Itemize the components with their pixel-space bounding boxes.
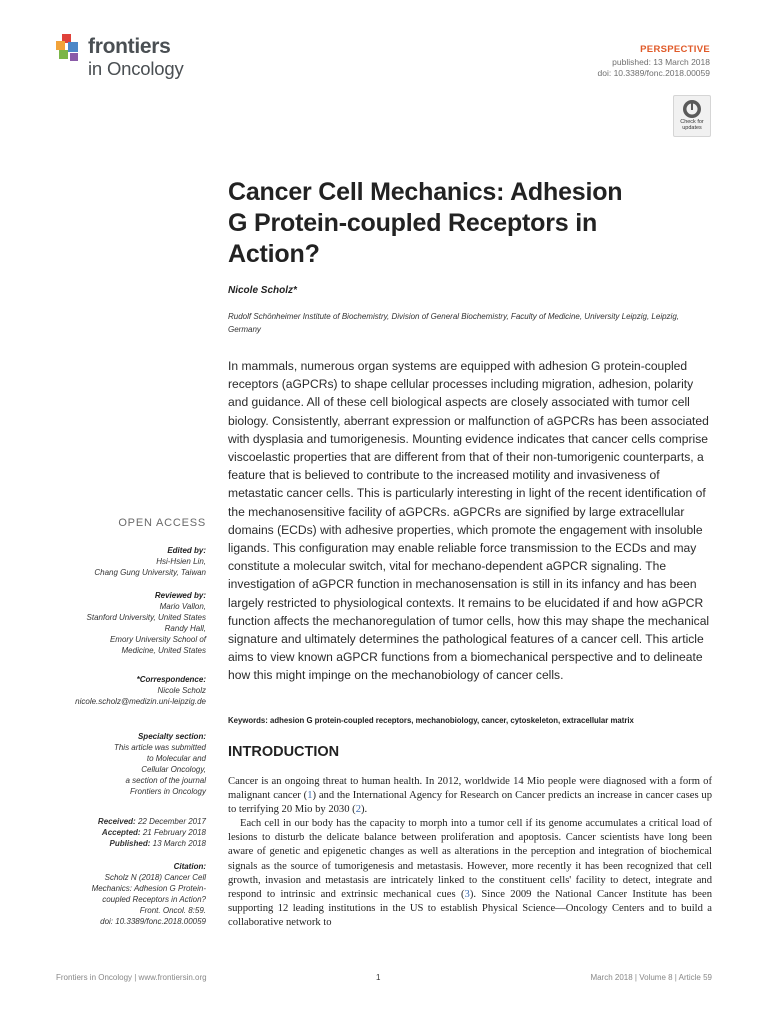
published-value: 13 March 2018 (152, 839, 206, 848)
accepted-date (56, 827, 206, 838)
reference-link[interactable]: 2 (355, 804, 361, 816)
reviewed-by-label: Reviewed by: (154, 591, 206, 600)
received-date (56, 816, 206, 827)
specialty-text: This article was submitted (113, 743, 206, 752)
reviewer-affiliation: Stanford University, United States (86, 613, 206, 622)
keywords-list: adhesion G protein-coupled receptors, mechanobiology, cancer, cytoskeleton, extracellular matrix (270, 716, 634, 725)
editor-name: Hsi-Hsien Lin, (156, 557, 206, 566)
correspondence-block (56, 674, 206, 707)
correspondence-label: *Correspondence: (136, 675, 206, 684)
footer-journal-link[interactable]: Frontiers in Oncology | www.frontiersin.org (56, 973, 207, 982)
correspondence-email[interactable]: nicole.scholz@medizin.uni-leipzig.de (75, 697, 206, 706)
check-updates-icon (682, 99, 702, 119)
citation-text: coupled Receptors in Action? (102, 895, 206, 904)
citation-text: Scholz N (2018) Cancer Cell (104, 873, 206, 882)
introduction-body (228, 775, 712, 930)
keywords (228, 716, 712, 725)
check-for-updates-button[interactable] (673, 95, 711, 137)
abstract: In mammals, numerous organ systems are equipped with adhesion G protein-coupled receptors (aGPCRs) to shape cellular processes including migration, adhesion, polarity and guidance. All of these cell biological aspects are closely associated with tumor cell biology. Consistently, aberrant expression or malfunction of aGPCRs has been associated with dysplasia and tumorigenesis. Mounting evidence indicates that cancer cells comprise viscoelastic properties that are different from that of their non-tumorigenic counterparts, a feature that is believed to contribute to the increased motility and invasiveness of metastatic cancer cells. This is particularly interesting in light of the recent identification of the mechanosensitive facility of aGPCRs. aGPCRs are signified by large extracellular domains (ECDs) with adhesive properties, which promote the engagement with insoluble ligands. This configuration may enable reliable force transmission to the ECDs and may constitute a molecular switch, vital for mechano-dependent aGPCR signaling. The investigation of aGPCR function in mechanosensation is still in its infancy and has been largely restricted to physiological contexts. It remains to be elucidated if and how aGPCR function affects the mechanoregulation of tumor cells, how this may shape the mechanical signature and ultimately determines the pathological features of a cancer cell. This article aims to view known aGPCR functions from a biomechanical perspective and to delineate how this might impinge on the mechanobiology of cancer cells. (228, 359, 710, 683)
accepted-value: 21 February 2018 (142, 828, 206, 837)
section-heading-introduction: INTRODUCTION (228, 744, 340, 760)
correspondence-name: Nicole Scholz (157, 686, 206, 695)
citation-text: Mechanics: Adhesion G Protein- (91, 884, 206, 893)
published-label: Published: (109, 839, 151, 848)
paragraph-text: Each cell in our body has the capacity to morph into a tumor cell if its genome accumulates a critical load of lesions to disturb the delicate balance between proliferation and apoptosis. Cancer scientists have long been aware of genetic and epigenetic changes as well as alterations in the perception and integration of biochemical signals as the source of tumorigenesis and metastasis. However, more recently it has been recognized that cell growth, invasion and metastasis are intricately linked to the constituent cells' facility to detect, integrate and respond to intrinsic and extrinsic mechanical cues ( (228, 818, 712, 900)
citation-label: Citation: (173, 862, 206, 871)
published-date-side (56, 838, 206, 849)
page-number: 1 (376, 973, 381, 982)
logo-wordmark: frontiers (88, 35, 171, 58)
reviewer-affiliation: Medicine, United States (121, 646, 206, 655)
reviewer-name: Randy Hall, (164, 624, 206, 633)
paragraph-text: ) and the International Agency for Research on Cancer predicts an increase in cancer cases up to terrifying 20 Mio by 2030 ( (228, 790, 712, 816)
edited-by-block (56, 545, 206, 578)
citation-block (56, 861, 206, 927)
keywords-label: Keywords: (228, 716, 268, 725)
page-footer (56, 973, 712, 987)
paragraph (228, 817, 712, 930)
paragraph-text: ). (361, 804, 368, 816)
check-updates-label: Check for updates (680, 119, 704, 131)
edited-by-label: Edited by: (167, 546, 206, 555)
received-value: 22 December 2017 (137, 817, 206, 826)
reviewer-affiliation: Emory University School of (109, 635, 206, 644)
author-name[interactable]: Nicole Scholz* (228, 285, 297, 296)
specialty-text: to Molecular and (146, 754, 206, 763)
doi[interactable]: doi: 10.3389/fonc.2018.00059 (597, 68, 710, 78)
open-access-label: OPEN ACCESS (118, 517, 206, 529)
article-type: PERSPECTIVE (640, 44, 710, 55)
citation-doi[interactable]: doi: 10.3389/fonc.2018.00059 (100, 917, 206, 926)
specialty-text: a section of the journal (125, 776, 206, 785)
received-label: Received: (97, 817, 136, 826)
reference-link[interactable]: 1 (307, 790, 313, 802)
accepted-label: Accepted: (101, 828, 141, 837)
paragraph-text: Cancer is an ongoing threat to human health. In 2012, worldwide 14 Mio people were diagnosed with a form of malignant cancer ( (228, 776, 712, 802)
article-title: Cancer Cell Mechanics: Adhesion G Protein-coupled Receptors in Action? (228, 178, 623, 268)
paragraph (228, 775, 712, 817)
specialty-text: Cellular Oncology, (141, 765, 206, 774)
specialty-text: Frontiers in Oncology (129, 787, 206, 796)
frontiers-logo-icon (56, 34, 82, 64)
published-date: published: 13 March 2018 (612, 57, 710, 67)
specialty-section-label: Specialty section: (137, 732, 206, 741)
logo-journal-name: in Oncology (88, 58, 184, 79)
footer-issue-info: March 2018 | Volume 8 | Article 59 (590, 973, 712, 982)
citation-text: Front. Oncol. 8:59. (139, 906, 206, 915)
journal-logo (56, 34, 206, 84)
author-affiliation: Rudolf Schönheimer Institute of Biochemistry, Division of General Biochemistry, Faculty of Medicine, University Leipzig, Leipzig, Germany (228, 312, 680, 334)
reference-link[interactable]: 3 (464, 888, 470, 900)
reviewer-name: Mario Vallon, (159, 602, 206, 611)
dates-block (56, 816, 206, 849)
specialty-section-block (56, 731, 206, 797)
paragraph-text: ). Since 2009 the National Cancer Institute has been supporting 12 leading institutions in the US to establish Physical Science—Oncology Centers and to build a collaborative network to (228, 888, 712, 928)
editor-affiliation: Chang Gung University, Taiwan (94, 568, 206, 577)
reviewed-by-block (56, 590, 206, 656)
